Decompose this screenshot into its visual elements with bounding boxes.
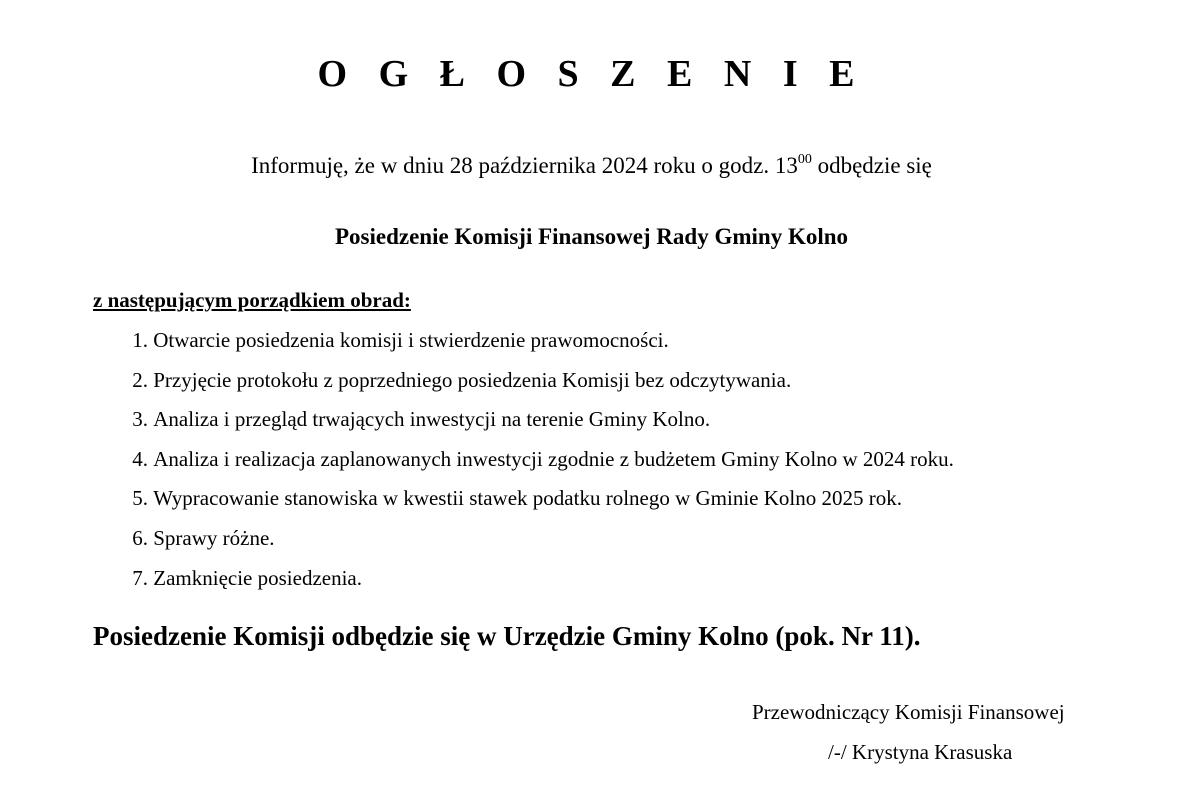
agenda-item <box>93 444 954 484</box>
intro-paragraph <box>0 150 1183 182</box>
agenda-item-number: 4. <box>132 446 148 471</box>
agenda-item <box>93 404 954 444</box>
agenda-item-text: Analiza i przegląd trwających inwestycji na terenie Gminy Kolno. <box>153 407 711 432</box>
signature-title: Przewodniczący Komisji Finansowej <box>752 700 1065 724</box>
agenda-item <box>93 365 954 405</box>
meeting-name: Posiedzenie Komisji Finansowej Rady Gminy Kolno <box>334 224 849 249</box>
agenda-item-text: Otwarcie posiedzenia komisji i stwierdzenie prawomocności. <box>153 328 669 352</box>
intro-text-before: Informuję, że w dniu 28 października 2024 roku o godz. 13 <box>251 153 798 178</box>
agenda-item-number: 6. <box>132 525 148 550</box>
agenda-item <box>93 563 954 603</box>
intro-text-after: odbędzie się <box>811 153 932 178</box>
agenda-item-number: 2. <box>132 367 148 392</box>
signature-name: /-/ Krystyna Krasuska <box>828 740 1013 764</box>
agenda-item-number: 7. <box>132 565 148 590</box>
agenda-heading: z następującym porządkiem obrad: <box>93 288 411 312</box>
agenda-item-number: 3. <box>132 407 148 432</box>
agenda-item <box>93 483 954 523</box>
agenda-item-text: Sprawy różne. <box>153 525 275 550</box>
agenda-item-text: Wypracowanie stanowiska w kwestii stawek podatku rolnego w Gminie Kolno 2025 rok. <box>153 486 903 511</box>
document-title: O G Ł O S Z E N I E <box>317 53 866 95</box>
intro-time-superscript: 00 <box>797 152 812 167</box>
agenda-item-number: 1. <box>132 328 148 352</box>
agenda-item <box>93 325 954 365</box>
agenda-list <box>93 325 954 602</box>
agenda-item-text: Przyjęcie protokołu z poprzedniego posiedzenia Komisji bez odczytywania. <box>153 367 792 392</box>
agenda-item-number: 5. <box>132 486 148 511</box>
agenda-item-text: Analiza i realizacja zaplanowanych inwestycji zgodnie z budżetem Gminy Kolno w 2024 roku. <box>153 446 954 471</box>
agenda-item <box>93 523 954 563</box>
meeting-location: Posiedzenie Komisji odbędzie się w Urzędzie Gminy Kolno (pok. Nr 11). <box>93 621 921 651</box>
agenda-item-text: Zamknięcie posiedzenia. <box>153 565 362 590</box>
